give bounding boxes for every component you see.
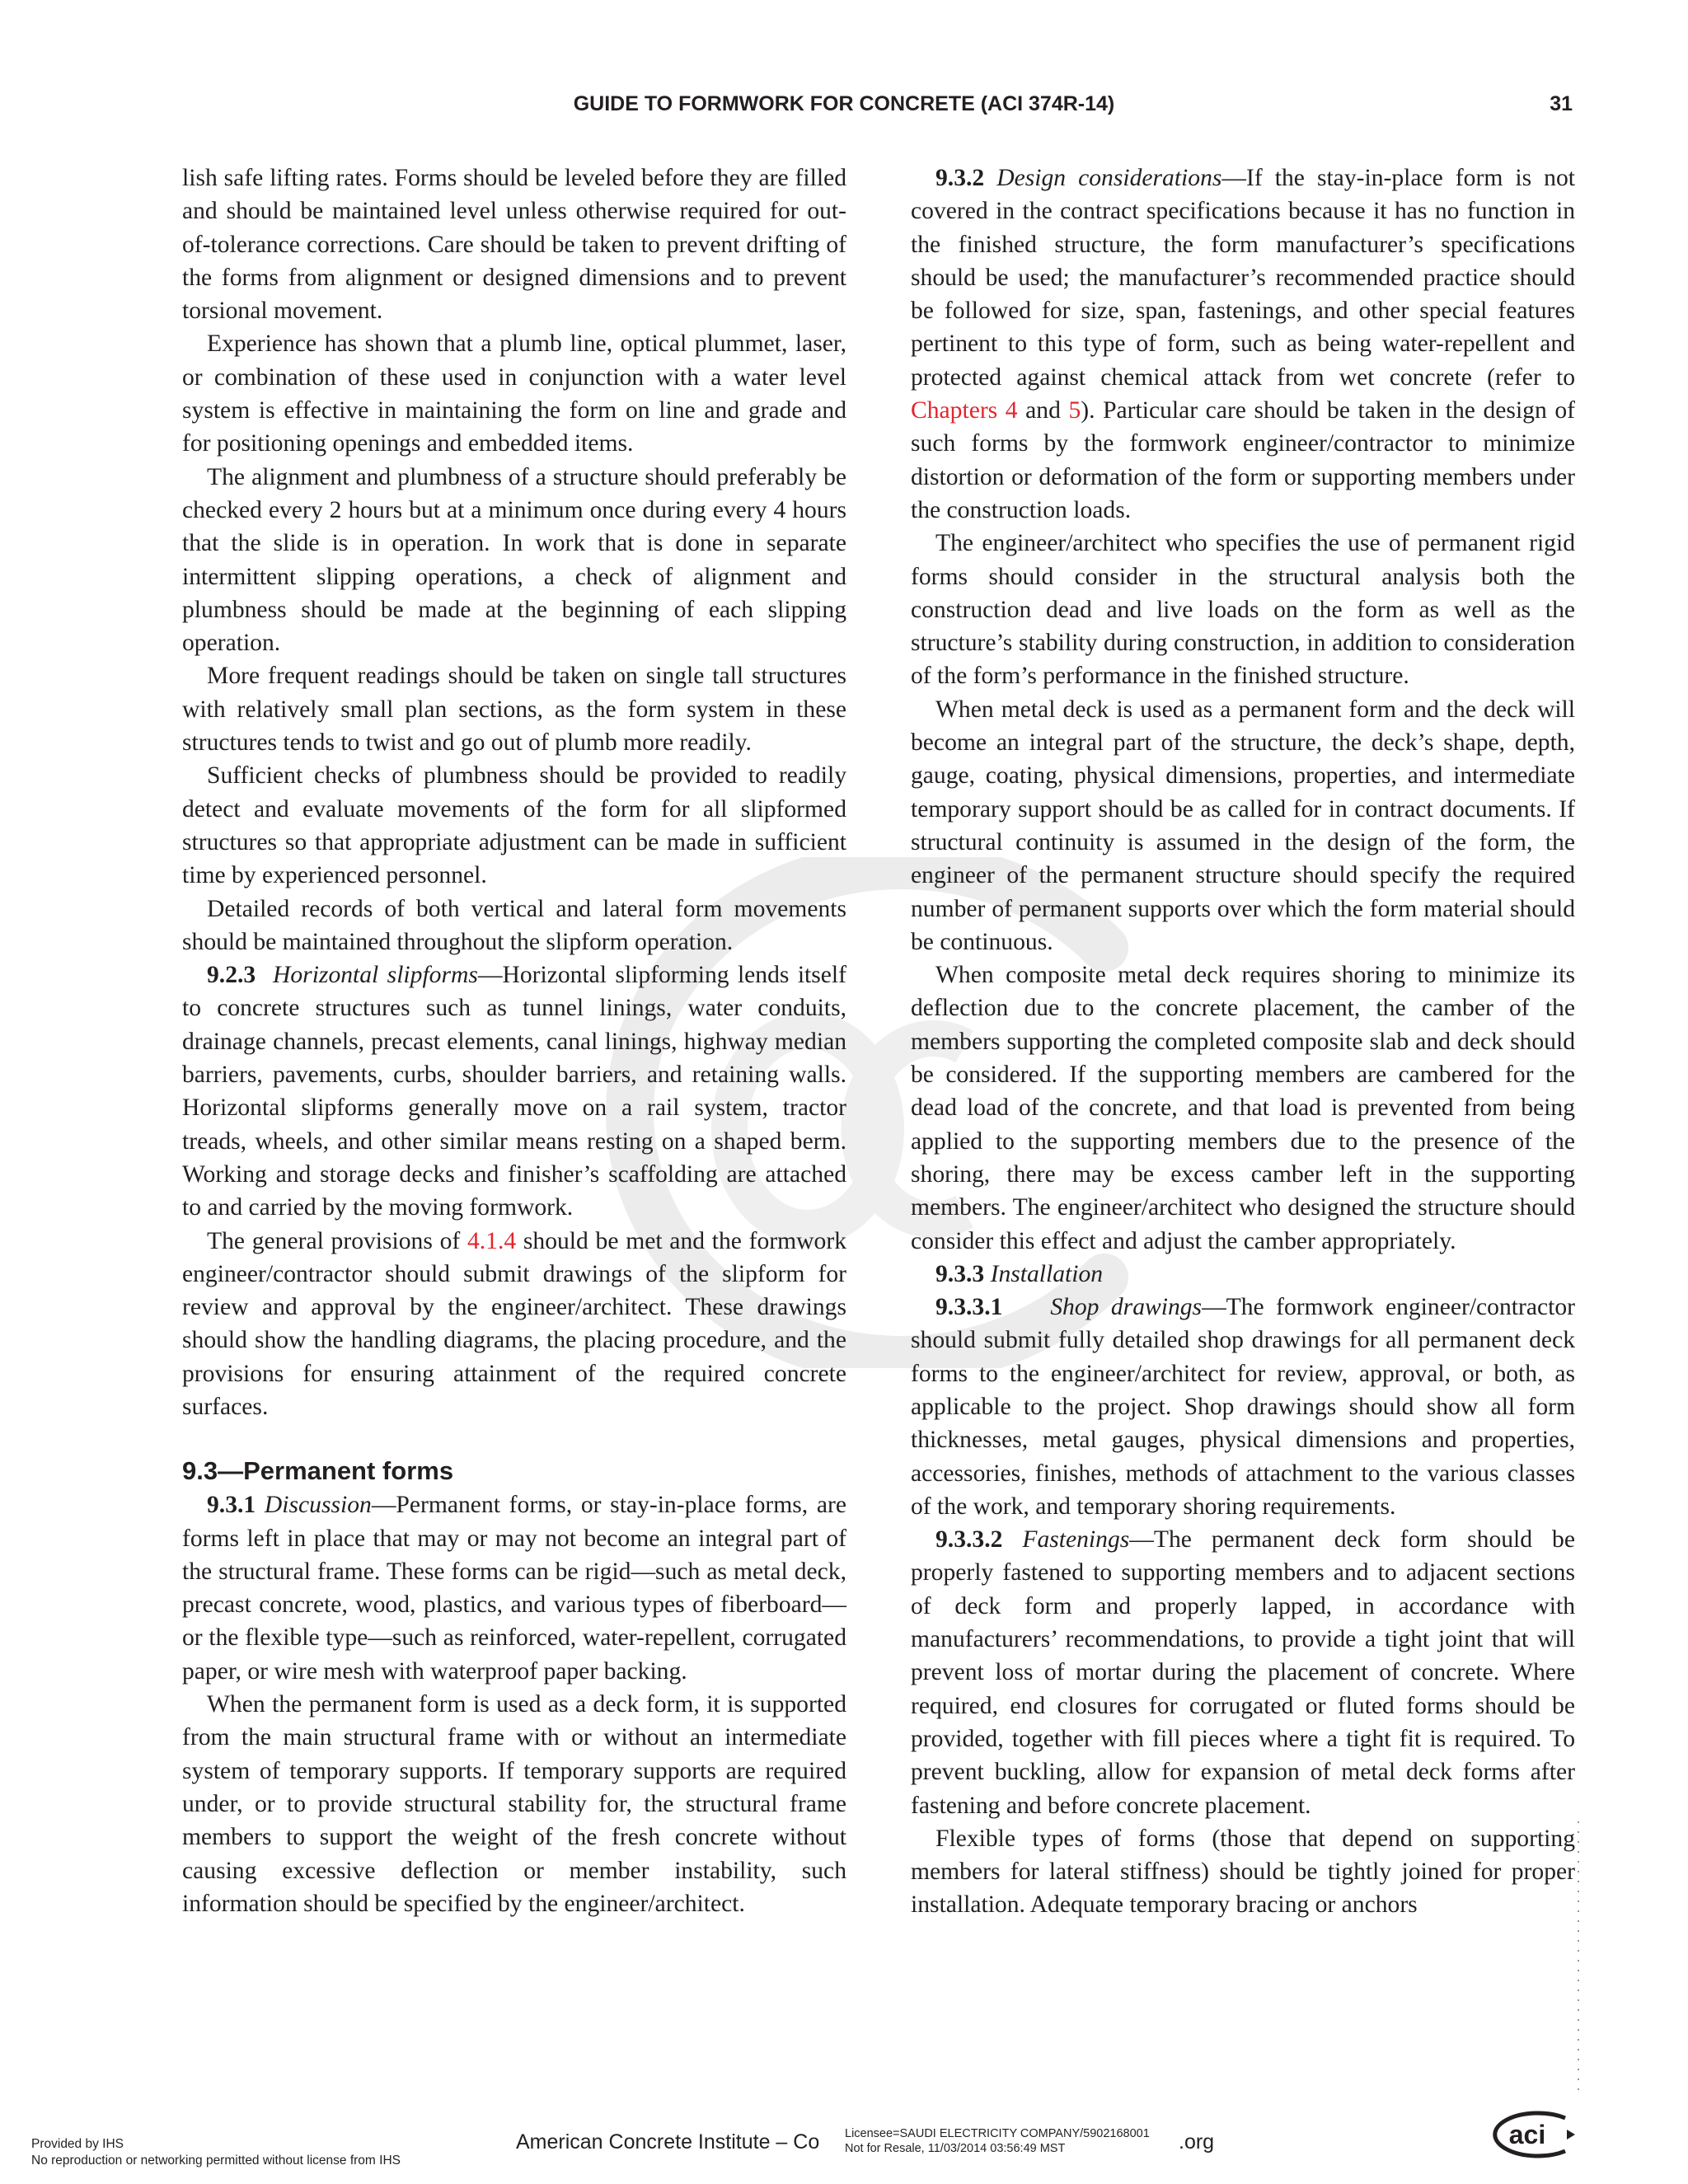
chapter-5-link[interactable]: 5 — [1068, 397, 1081, 424]
publisher-name: American Concrete Institute – Co — [516, 2130, 820, 2154]
paragraph: The engineer/architect who specifies the use of permanent rigid forms should consider in the structural analysis both the construction dead and live loads on the form as well as the structure’s stability during construction, in addition to consideration of the form’s performance in the finished structure. — [911, 530, 1575, 690]
section-9-2-3 — [182, 958, 846, 1224]
section-text: —Horizontal slipforming lends itself to concrete structures such as tunnel linings, water conduits, drainage channels, precast elements, canal linings, highway median barriers, pavements, curbs, shoulder barriers, and retaining walls. Horizontal slipforms generally move on a rail system, tractor treads, wheels, and other similar means resting on a shaped berm. Working and storage decks and finisher’s scaffolding are attached to and carried by the moving formwork. — [182, 962, 846, 1221]
paragraph: Flexible types of forms (those that depend on supporting members for lateral stiffness) should be tightly joined for proper installation. Adequate temporary bracing or anchors — [911, 1825, 1575, 1919]
paragraph: When the permanent form is used as a deck form, it is supported from the main structural frame with or without an intermediate system of temporary supports. If temporary supports are required under, or to provide structural stability for, the structural frame members to support the weight of the fresh concrete without causing excessive deflection or member instability, such information should be specified by the engineer/architect. — [182, 1691, 846, 1917]
section-number: 9.3.1 — [207, 1492, 256, 1519]
text-run: and — [1017, 397, 1069, 424]
cross-reference-link[interactable]: 4.1.4 — [467, 1227, 517, 1254]
section-number: 9.3.3.2 — [935, 1526, 1003, 1554]
resale-notice: Not for Resale, 11/03/2014 03:56:49 MST — [845, 2142, 1066, 2155]
licensee-stamp — [845, 2126, 1150, 2156]
chapters-link[interactable]: Chapters 4 — [911, 397, 1018, 424]
paragraph: lish safe lifting rates. Forms should be leveled before they are filled and should be maintained level unless otherwise required for out-of-tolerance corrections. Care should be taken to prevent drifting of the forms from alignment or designed dimensions and to prevent torsional movement. — [182, 165, 846, 325]
section-9-3-1 — [182, 1488, 846, 1688]
paragraph — [182, 1225, 846, 1424]
license-notice: No reproduction or networking permitted without license from IHS — [31, 2154, 401, 2168]
section-title: Fastenings — [1022, 1526, 1130, 1554]
page-number: 31 — [1550, 92, 1573, 115]
left-column — [182, 162, 846, 1920]
text-run: The general provisions of — [207, 1227, 467, 1254]
running-title: GUIDE TO FORMWORK FOR CONCRETE (ACI 374R-14) — [573, 92, 1115, 115]
paragraph: Detailed records of both vertical and lateral form movements should be maintained throughout the slipform operation. — [182, 895, 846, 955]
section-title: Design considerations — [996, 165, 1222, 191]
section-9-3-3-2 — [911, 1523, 1575, 1822]
section-9-3-3 — [911, 1258, 1575, 1291]
section-text: —The permanent deck form should be properly fastened to supporting members and to adjacent sections of deck form and properly lapped, in accordance with manufacturers’ recommendations, to provide a tight joint that will prevent loss of mortar during the placement of concrete. Where required, end closures for corrugated or fluted forms should be provided, together with fill pieces where a tight fit is required. To prevent buckling, allow for expansion of metal deck forms after fastening and before concrete placement. — [911, 1526, 1575, 1819]
section-title: Installation — [990, 1260, 1104, 1287]
section-9-3-3-1 — [911, 1291, 1575, 1523]
section-number: 9.3.2 — [935, 165, 985, 191]
section-title: Discussion — [264, 1492, 372, 1519]
margin-dotted-line — [1576, 1821, 1581, 2093]
logo-text: aci — [1508, 2120, 1546, 2149]
section-text: —The formwork engineer/contractor should submit fully detailed shop drawings for all permanent deck forms to the engineer/architect for review, approval, or both, as applicable to the project. Shop drawings should show all form thicknesses, metal gauges, physical dimensions and properties, accessories, finishes, methods of attachment to the various classes of the work, and temporary shoring requirements. — [911, 1294, 1575, 1520]
section-number: 9.3.3.1 — [935, 1294, 1003, 1321]
section-9-3-2 — [911, 162, 1575, 527]
right-column — [911, 162, 1575, 1922]
running-header — [0, 92, 1688, 125]
section-number: 9.3.3 — [935, 1260, 985, 1287]
paragraph: The alignment and plumbness of a structure should preferably be checked every 2 hours but at a minimum once during every 4 hours that the slide is in operation. In work that is done in separate intermittent slipping operations, a check of alignment and plumbness should be made at the beginning of each slipping operation. — [182, 463, 846, 657]
paragraph: More frequent readings should be taken on single tall structures with relatively small plan sections, as the form system in these structures tends to twist and go out of plumb more readily. — [182, 663, 846, 757]
paragraph: When metal deck is used as a permanent form and the deck will become an integral part of the structure, the deck’s shape, depth, gauge, coating, physical dimensions, properties, and intermediate temporary support should be as called for in contract documents. If structural continuity is assumed in the design of the form, the engineer of the permanent structure should specify the required number of permanent supports over which the form material should be continuous. — [911, 696, 1575, 955]
text-run: should be met and the formwork engineer/contractor should submit drawings of the slipform for review and approval by the engineer/architect. These drawings should show the handling diagrams, the placing procedure, and the provisions for ensuring attainment of the required concrete surfaces. — [182, 1227, 846, 1420]
section-heading: 9.3—Permanent forms — [182, 1456, 454, 1486]
section-number: 9.2.3 — [207, 962, 256, 989]
paragraph: Experience has shown that a plumb line, optical plummet, laser, or combination of these used in conjunction with a water level system is effective in maintaining the form on line and grade and for positioning openings and embedded items. — [182, 330, 846, 457]
section-title: Shop drawings — [1050, 1294, 1203, 1321]
paragraph: Sufficient checks of plumbness should be provided to readily detect and evaluate movements of the form for all slipformed structures so that appropriate adjustment can be made in sufficient time by experienced personnel. — [182, 762, 846, 889]
paragraph: When composite metal deck requires shoring to minimize its deflection due to the concrete placement, the camber of the members supporting the completed composite slab and deck should be considered. If the supporting members are cambered for the dead load of the concrete, and that load is prevented from being applied to the supporting members due to the presence of the shoring, there may be excess camber left in the supporting members. The engineer/architect who designed the structure should consider this effect and adjust the camber appropriately. — [911, 962, 1575, 1254]
licensee: Licensee=SAUDI ELECTRICITY COMPANY/5902168001 — [845, 2127, 1150, 2140]
section-text: —Permanent forms, or stay-in-place forms, are forms left in place that may or may not become an integral part of the structural frame. These forms can be rigid—such as metal deck, precast concrete, wood, plastics, and various types of fiberboard—or the flexible type—such as reinforced, water-repellent, corrugated paper, or wire mesh with waterproof paper backing. — [182, 1492, 846, 1685]
section-title: Horizontal slipforms — [273, 962, 478, 989]
publisher-domain: .org — [1179, 2130, 1215, 2154]
section-text: —If the stay-in-place form is not covered in the contract specifications because it has no function in the finished structure, the form manufacturer’s specifications should be used; the manufacturer’s recommended practice should be followed for size, span, fastenings, and other special features pertinent to this type of form, such as being water-repellent and protected against chemical attack from wet concrete (refer to — [911, 165, 1575, 391]
text-run: ). Particular care should be taken in the design of such forms by the formwork engineer/contractor to minimize distortion or deformation of the form or supporting members under the construction loads. — [911, 397, 1575, 523]
provided-by: Provided by IHS — [31, 2137, 124, 2151]
aci-logo — [1479, 2110, 1578, 2159]
provider-notice — [31, 2136, 401, 2169]
